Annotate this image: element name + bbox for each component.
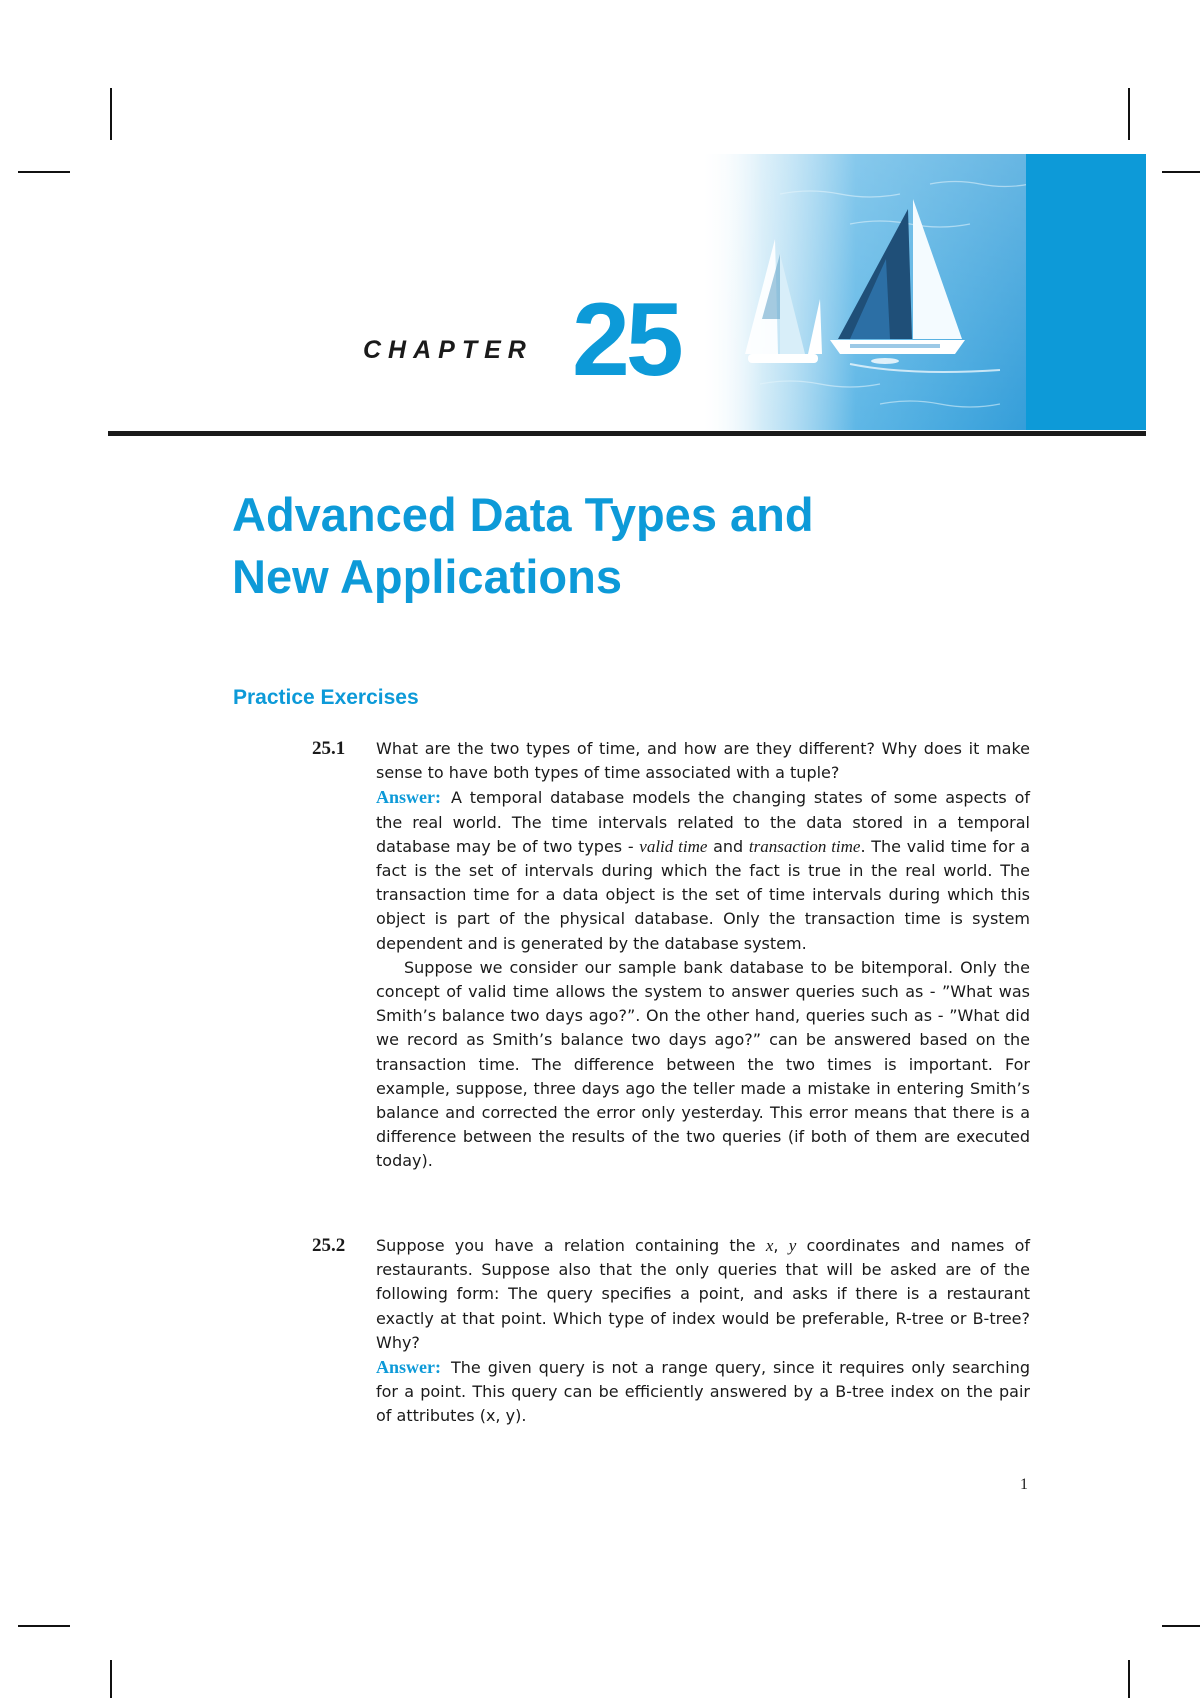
question-text: coordinates and names of restaurants. Suppose also that the only queries that will be asked are of the following form: The query specifies a point, and asks if there is a restaurant exactly at that point. Which type of index would be preferable, R-tree or B-tree? Why? bbox=[376, 1236, 1031, 1352]
exercise-item bbox=[312, 737, 1030, 1174]
exercise-question bbox=[376, 1234, 1030, 1355]
answer-text: and bbox=[707, 836, 749, 856]
answer-label: Answer: bbox=[376, 787, 441, 808]
answer-text: A temporal database models the changing states of some aspects of the real world. The time intervals related to the data stored in a temporal database may be of two types - bbox=[376, 788, 1030, 856]
sailboat-header-image bbox=[700, 154, 1046, 430]
exercise-body bbox=[376, 1234, 1030, 1429]
exercise-body bbox=[376, 737, 1030, 1174]
crop-mark bbox=[1162, 171, 1200, 173]
crop-mark bbox=[18, 1625, 70, 1627]
chapter-label: CHAPTER bbox=[363, 336, 533, 364]
exercise-number: 25.2 bbox=[312, 1235, 346, 1256]
question-text: Suppose you have a relation containing the bbox=[376, 1236, 766, 1255]
exercise-answer bbox=[376, 785, 1030, 955]
term-transaction-time: transaction time bbox=[748, 836, 861, 856]
crop-mark bbox=[18, 171, 70, 173]
crop-mark bbox=[1128, 1660, 1130, 1698]
var-x: x bbox=[765, 1236, 774, 1255]
chapter-title-line2: New Applications bbox=[232, 550, 622, 603]
page-number: 1 bbox=[1020, 1476, 1028, 1493]
exercise-item bbox=[312, 1234, 1030, 1429]
exercise-answer bbox=[376, 1355, 1030, 1429]
answer-text: . The valid time for a fact is the set of intervals during which the fact is true in the real world. The transaction time for a data object is the set of time intervals during which this object is part of the physical database. Only the transaction time is system dependent and is generated by the database system. bbox=[376, 836, 1031, 953]
chapter-number: 25 bbox=[572, 282, 680, 398]
answer-text: The given query is not a range query, since it requires only searching for a point. This query can be efficiently answered by a B-tree index on the pair of attributes (x, y). bbox=[376, 1358, 1030, 1426]
crop-mark bbox=[110, 88, 112, 140]
question-text: , bbox=[773, 1236, 789, 1255]
answer-paragraph: Suppose we consider our sample bank database to be bitemporal. Only the concept of valid time allows the system to answer queries such as - ”What was Smith’s balance two days ago?”. On the other hand, queries such as - ”What did we record as Smith’s balance two days ago?” can be answered based on the transaction time. The difference between the two times is important. For example, suppose, three days ago the teller made a mistake in entering Smith’s balance and corrected the error only yesterday. This error means that there is a difference between the results of the two queries (if both of them are executed today). bbox=[376, 957, 1030, 1171]
var-y: y bbox=[788, 1236, 797, 1255]
chapter-title-line1: Advanced Data Types and bbox=[232, 488, 814, 541]
chapter-title bbox=[232, 484, 1032, 608]
term-valid-time: valid time bbox=[639, 836, 708, 856]
crop-mark bbox=[110, 1660, 112, 1698]
header-rule bbox=[108, 431, 1146, 436]
exercise-number: 25.1 bbox=[312, 738, 346, 759]
answer-label: Answer: bbox=[376, 1357, 441, 1378]
exercise-question: What are the two types of time, and how are they different? Why does it make sense to have both types of time associated with a tuple? bbox=[376, 739, 1030, 783]
section-title: Practice Exercises bbox=[233, 686, 419, 709]
crop-mark bbox=[1128, 88, 1130, 140]
crop-mark bbox=[1162, 1625, 1200, 1627]
chapter-accent-bar bbox=[1026, 154, 1146, 430]
